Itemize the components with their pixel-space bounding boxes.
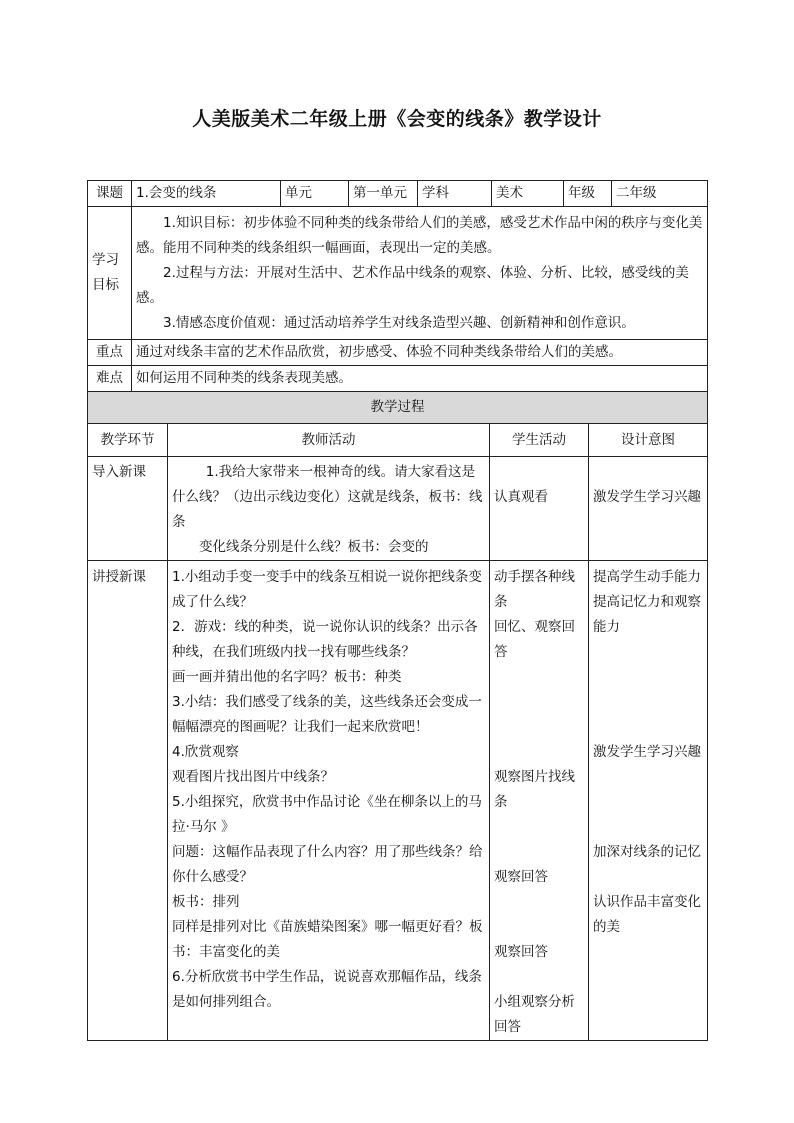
column-header-row [88,424,708,457]
goals-label-line1: 学习 [92,252,119,268]
intro-row [88,457,708,561]
teacher-line: 1.小组动手变一变手中的线条互相说一说你把线条变成了什么线？ [172,569,482,610]
new-lesson-teacher [168,561,490,1041]
process-header-row [88,392,708,424]
difficulty-value: 如何运用不同种类的线条表现美感。 [132,366,708,392]
teacher-line: 同样是排列对比《苗族蜡染图案》哪一幅更好看？板书：丰富变化的美 [172,919,483,960]
new-lesson-row [88,561,708,1041]
subject-value: 美术 [492,181,564,207]
new-lesson-student [490,561,589,1041]
teacher-line: 板书：排列 [172,894,240,910]
teacher-line: 问题：这幅作品表现了什么内容？用了那些线条？给你什么感受？ [172,844,483,885]
document-title: 人美版美术二年级上册《会变的线条》教学设计 [192,108,602,130]
teacher-line: 6.分析欣赏书中学生作品，说说喜欢那幅作品，线条是如何排列组合。 [172,969,482,1010]
col-teacher: 教师活动 [168,424,490,457]
info-row [88,181,708,207]
subject-label: 学科 [418,181,492,207]
goals-content [132,207,708,340]
student-activity: 小组观察分析回答 [494,994,575,1035]
design-intent: 提高记忆力和观察能力 [593,594,701,635]
intro-student: 认真观看 [490,457,589,561]
intro-intent: 激发学生学习兴趣 [589,457,708,561]
difficulty-label: 难点 [88,366,132,392]
design-intent: 激发学生学习兴趣 [593,744,701,760]
goals-label-line2: 目标 [92,277,119,293]
design-intent: 认识作品丰富变化的美 [593,894,701,935]
goals-label [88,207,132,340]
unit-label: 单元 [281,181,349,207]
student-activity: 回忆、观察回答 [494,619,575,660]
teacher-line: 画一画并猜出他的名字吗？板书：种类 [172,669,402,685]
teaching-process-table [87,391,708,1041]
col-stage: 教学环节 [88,424,168,457]
goal-item: 3.情感态度价值观：通过活动培养学生对线条造型兴趣、创新精神和创作意识。 [163,315,635,331]
col-intent: 设计意图 [589,424,708,457]
teacher-line: 4.欣赏观察 [172,744,239,760]
key-point-label: 重点 [88,340,132,366]
intro-teacher-line: 变化线条分别是什么线？板书：会变的 [199,539,429,555]
key-point-value: 通过对线条丰富的艺术作品欣赏，初步感受、体验不同种类线条带给人们的美感。 [132,340,708,366]
grade-value: 二年级 [612,181,708,207]
goal-item: 1.知识目标：初步体验不同种类的线条带给人们的美感，感受艺术作品中闲的秩序与变化美感。能用不同种类的线条组织一幅画面，表现出一定的美感。 [136,215,703,256]
student-activity: 观察回答 [494,869,548,885]
student-activity: 观察回答 [494,944,548,960]
intro-teacher [168,457,490,561]
new-lesson-stage: 讲授新课 [88,561,168,1041]
design-intent: 加深对线条的记忆 [593,844,701,860]
teacher-line: 5.小组探究，欣赏书中作品讨论《坐在柳条以上的马拉·马尔 》 [172,794,482,835]
goals-row [88,207,708,340]
teacher-line: 观看图片找出图片中线条？ [172,769,334,785]
difficulty-row [88,366,708,392]
lesson-label: 课题 [88,181,132,207]
unit-value: 第一单元 [349,181,418,207]
design-intent: 提高学生动手能力 [593,569,701,585]
teacher-line: 2．游戏：线的种类，说一说你认识的线条？出示各种线，在我们班级内找一找有哪些线条？ [172,619,478,660]
goal-item: 2.过程与方法：开展对生活中、艺术作品中线条的观察、体验、分析、比较，感受线的美感。 [136,265,689,306]
student-activity: 动手摆各种线条 [494,569,575,610]
col-student: 学生活动 [490,424,589,457]
grade-label: 年级 [564,181,612,207]
process-header: 教学过程 [88,392,708,424]
student-activity: 观察图片找线条 [494,769,575,810]
intro-stage: 导入新课 [88,457,168,561]
lesson-info-table [87,180,708,392]
lesson-value: 1.会变的线条 [132,181,281,207]
new-lesson-intent [589,561,708,1041]
intro-teacher-line: 1.我给大家带来一根神奇的线。请大家看这是什么线？（边出示线边变化）这就是线条，板书：线条 [172,464,483,530]
key-point-row [88,340,708,366]
teacher-line: 3.小结：我们感受了线条的美，这些线条还会变成一幅幅漂亮的图画呢？让我们一起来欣赏吧！ [172,694,482,735]
